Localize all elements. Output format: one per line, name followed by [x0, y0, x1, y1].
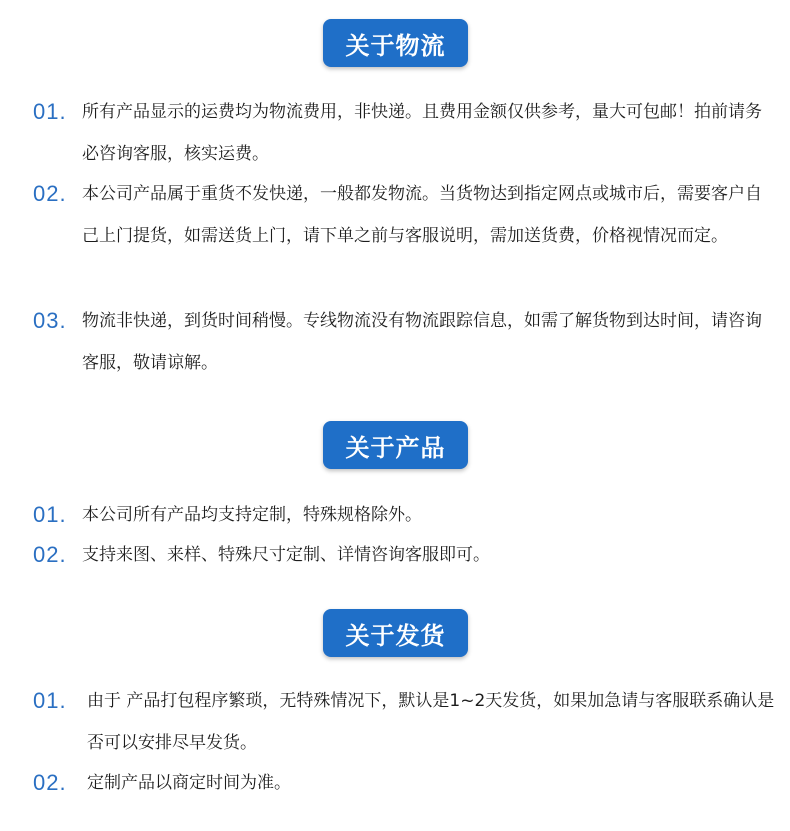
- section-title-logistics: 关于物流: [323, 19, 468, 67]
- item-text: 本公司所有产品均支持定制，特殊规格除外。: [82, 505, 422, 525]
- section-title-product: 关于产品: [323, 421, 468, 469]
- item-number: 01.: [33, 99, 67, 124]
- item-text: 物流非快递，到货时间稍慢。专线物流没有物流跟踪信息，如需了解货物到达时间，请咨询客服，敬请谅解。: [82, 311, 762, 373]
- item-number: 02.: [33, 770, 67, 795]
- item-number: 02.: [33, 181, 67, 206]
- item-text: 本公司产品属于重货不发快递，一般都发物流。当货物达到指定网点或城市后，需要客户自己上门提货，如需送货上门，请下单之前与客服说明，需加送货费，价格视情况而定。: [82, 184, 762, 246]
- item-number: 03.: [33, 308, 67, 333]
- item-text: 定制产品以商定时间为准。: [87, 773, 291, 793]
- item-number: 01.: [33, 688, 67, 713]
- item-text: 支持来图、来样、特殊尺寸定制、详情咨询客服即可。: [82, 545, 490, 565]
- item-text: 由于 产品打包程序繁琐，无特殊情况下，默认是1~2天发货，如果加急请与客服联系确认是否可以安排尽早发货。: [87, 691, 775, 753]
- section-title-shipping: 关于发货: [323, 609, 468, 657]
- item-text: 所有产品显示的运费均为物流费用，非快递。且费用金额仅供参考，量大可包邮！拍前请务必咨询客服，核实运费。: [82, 102, 762, 164]
- item-number: 01.: [33, 502, 67, 527]
- item-number: 02.: [33, 542, 67, 567]
